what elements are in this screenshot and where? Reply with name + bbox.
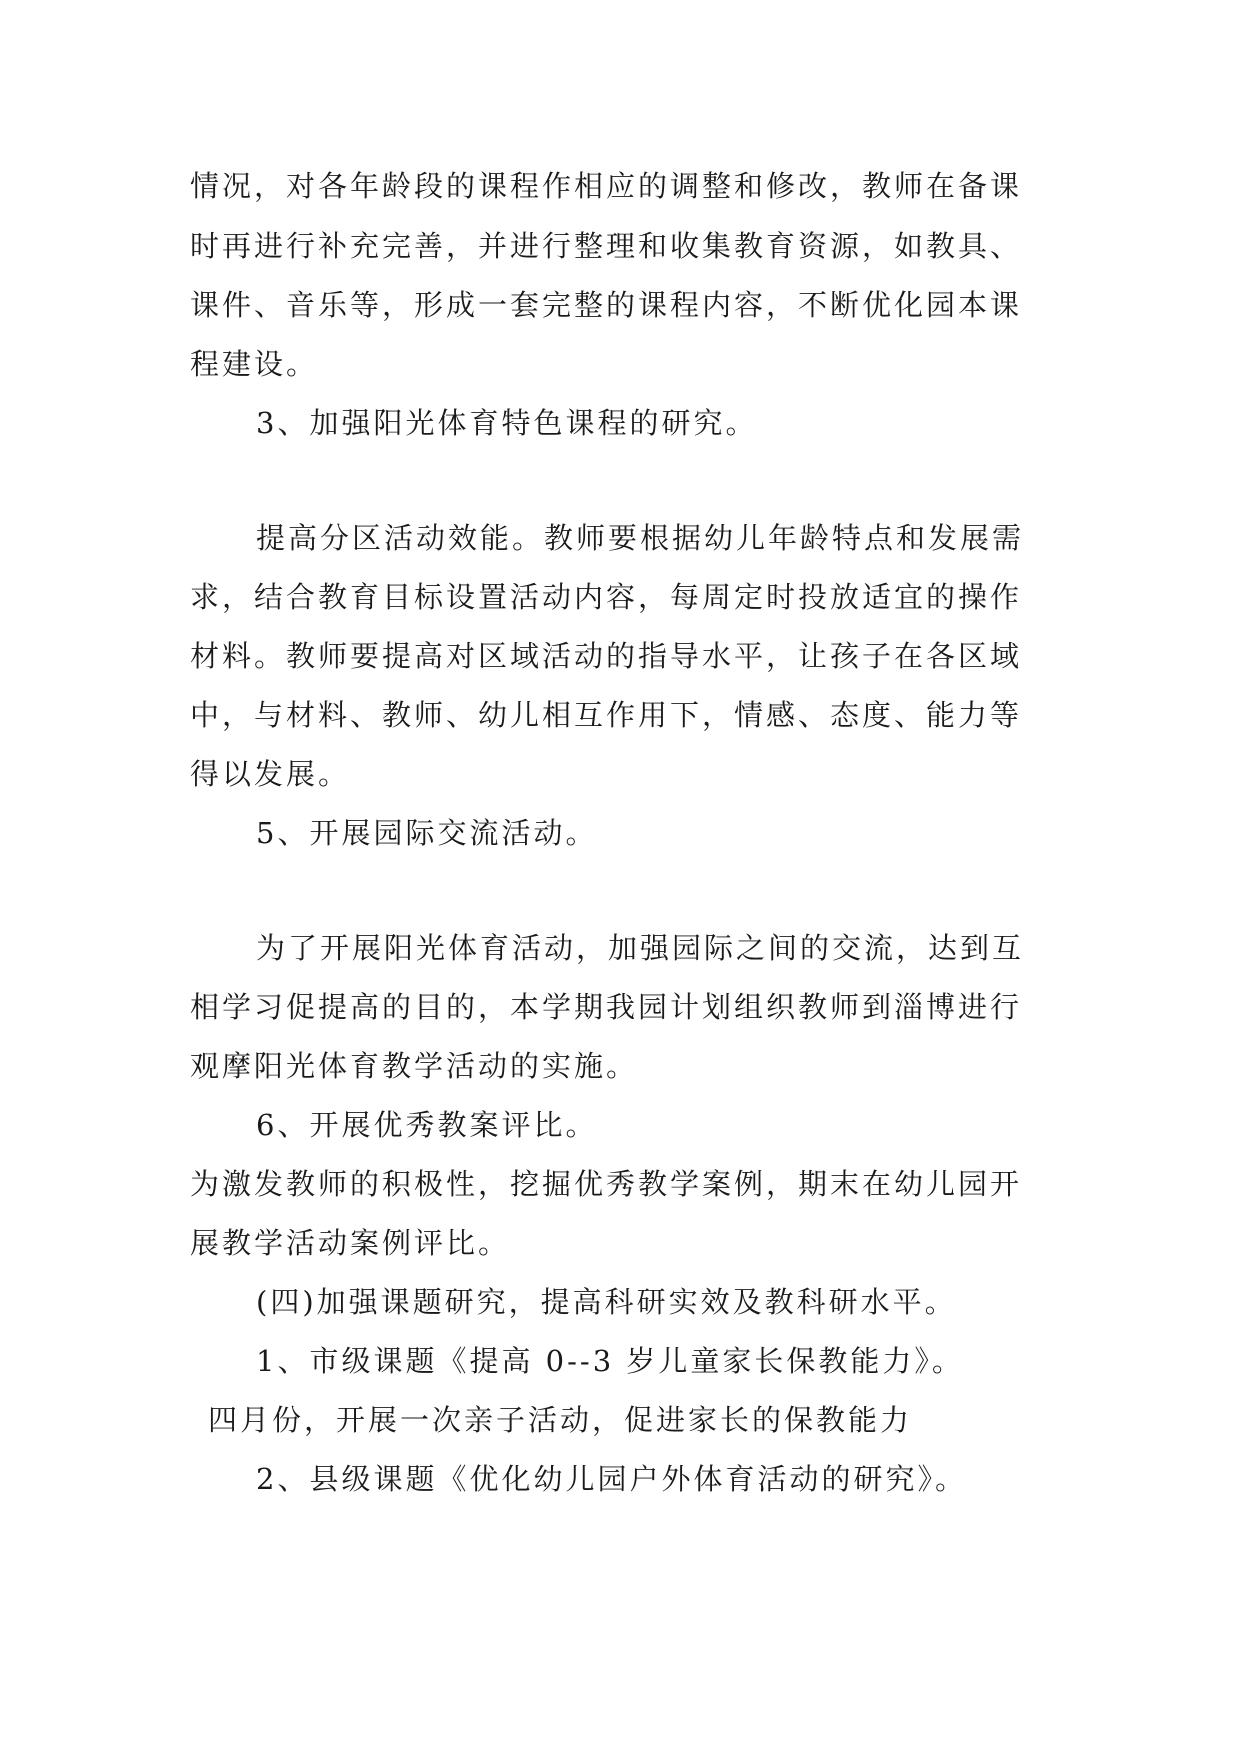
paragraph-line-15: 四月份，开展一次亲子活动，促进家长的保教能力 [208,1403,913,1437]
paragraph-line-4: 程建设。 [190,347,319,381]
section-heading-3: 3、加强阳光体育特色课程的研究。 [256,406,758,440]
paragraph-line-9: 得以发展。 [190,757,351,791]
paragraph-line-10: 为了开展阳光体育活动，加强园际之间的交流，达到互 [256,931,1025,965]
section-heading-5: 5、开展园际交流活动。 [256,816,598,850]
section-heading-4: (四)加强课题研究，提高科研实效及教科研水平。 [256,1285,957,1319]
paragraph-line-8: 中，与材料、教师、幼儿相互作用下，情感、态度、能力等 [190,698,1023,732]
paragraph-line-5: 提高分区活动效能。教师要根据幼儿年龄特点和发展需 [256,521,1025,555]
paragraph-line-1: 情况，对各年龄段的课程作相应的调整和修改，教师在备课 [190,169,1023,203]
paragraph-line-13: 为激发教师的积极性，挖掘优秀教学案例，期末在幼儿园开 [190,1167,1023,1201]
paragraph-line-14: 展教学活动案例评比。 [190,1226,511,1260]
paragraph-line-2: 时再进行补充完善，并进行整理和收集教育资源，如教具、 [190,229,1023,263]
paragraph-line-11: 相学习促提高的目的，本学期我园计划组织教师到淄博进行 [190,990,1023,1024]
subsection-heading-2: 2、县级课题《优化幼儿园户外体育活动的研究》。 [256,1462,967,1496]
paragraph-line-12: 观摩阳光体育教学活动的实施。 [190,1049,639,1083]
paragraph-line-7: 材料。教师要提高对区域活动的指导水平，让孩子在各区域 [190,639,1023,673]
paragraph-line-3: 课件、音乐等，形成一套完整的课程内容，不断优化园本课 [190,288,1023,322]
subsection-heading-1: 1、市级课题《提高 0--3 岁儿童家长保教能力》。 [256,1344,964,1378]
paragraph-line-6: 求，结合教育目标设置活动内容，每周定时投放适宜的操作 [190,580,1023,614]
section-heading-6: 6、开展优秀教案评比。 [256,1108,598,1142]
